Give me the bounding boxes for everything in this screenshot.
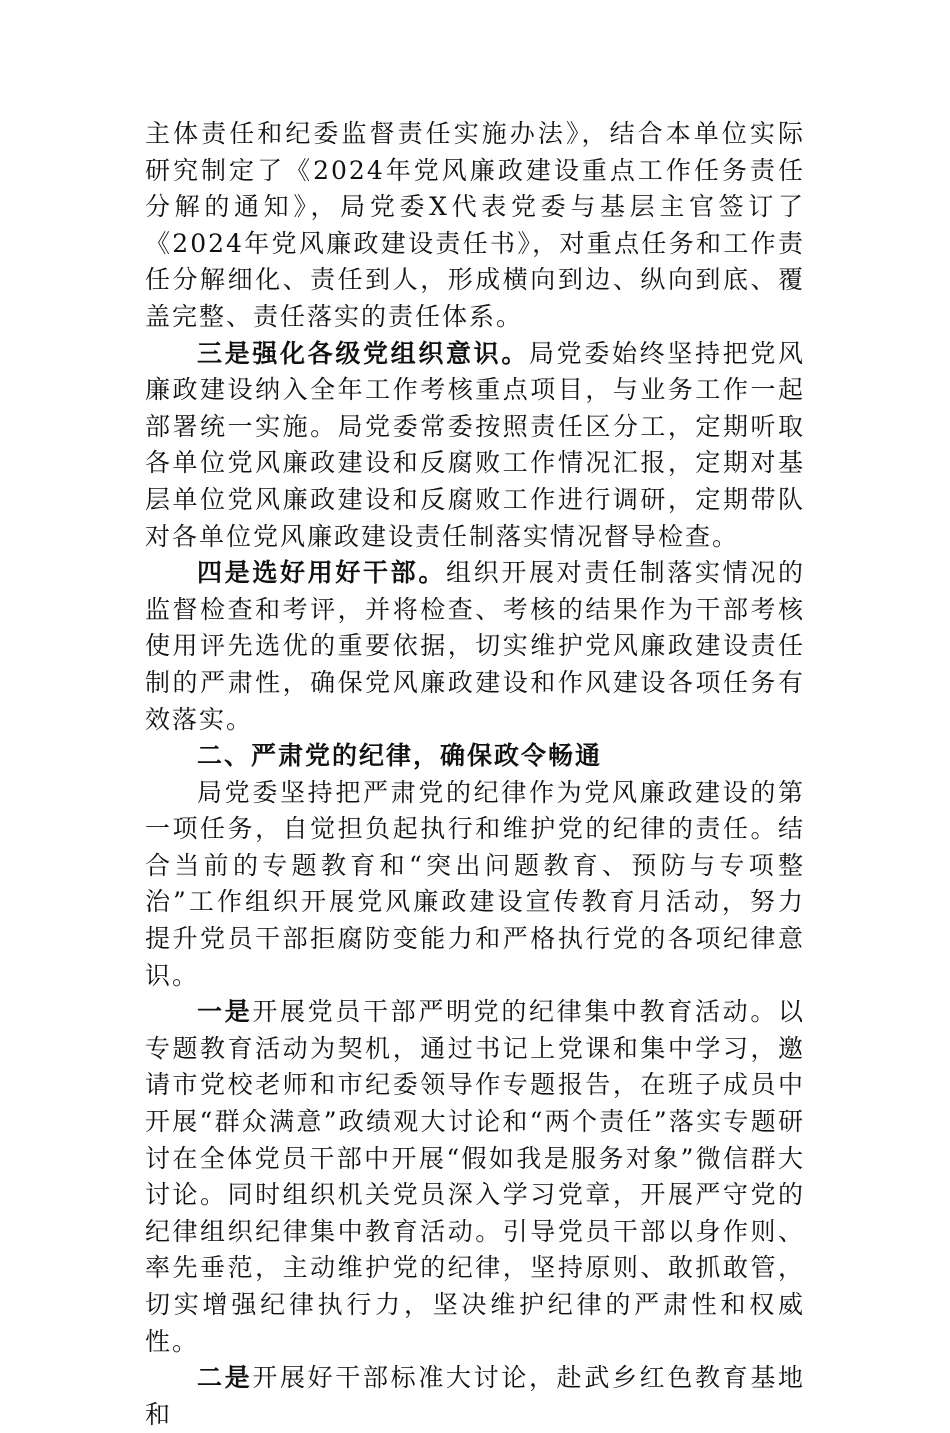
paragraph-select-cadres: [145, 555, 805, 738]
paragraph-first-item: [145, 994, 805, 1360]
paragraph-lead: 四是选好用好干部。: [197, 558, 446, 588]
paragraph-text: 局党委坚持把严肃党的纪律作为党风廉政建设的第一项任务，自觉担负起执行和维护党的纪律的责任。结合当前的专题教育和“突出问题教育、预防与专项整治”工作组织开展党风廉政建设宣传教育月活动，努力提升党员干部拒腐防变能力和严格执行党的各项纪律意识。: [145, 777, 805, 990]
paragraph-text: 主体责任和纪委监督责任实施办法》，结合本单位实际研究制定了《2024年党风廉政建设重点工作任务责任分解的通知》，局党委X代表党委与基层主官签订了《2024年党风廉政建设责任书》，对重点任务和工作责任分解细化、责任到人，形成横向到边、纵向到底、覆盖完整、责任落实的责任体系。: [145, 119, 805, 331]
paragraph-text: 局党委始终坚持把党风廉政建设纳入全年工作考核重点项目，与业务工作一起部署统一实施。局党委常委按照责任区分工，定期听取各单位党风廉政建设和反腐败工作情况汇报，定期对基层单位党风廉政建设和反腐败工作进行调研，定期带队对各单位党风廉政建设责任制落实情况督导检查。: [145, 338, 805, 551]
paragraph-text: 开展好干部标准大讨论，赴武乡红色教育基地和: [145, 1363, 805, 1429]
document-body: [145, 116, 805, 1433]
paragraph-text: 组织开展对责任制落实情况的监督检查和考评，并将检查、考核的结果作为干部考核使用评先选优的重要依据，切实维护党风廉政建设责任制的严肃性，确保党风廉政建设和作风建设各项任务有效落实。: [145, 558, 805, 734]
paragraph-lead: 三是强化各级党组织意识。: [197, 338, 529, 368]
paragraph-continuation: [145, 116, 805, 336]
paragraph-lead: 二是: [197, 1363, 253, 1393]
paragraph-discipline-intro: [145, 775, 805, 995]
paragraph-strengthen-awareness: [145, 336, 805, 556]
paragraph-text: 开展党员干部严明党的纪律集中教育活动。以专题教育活动为契机，通过书记上党课和集中学习，邀请市党校老师和市纪委领导作专题报告，在班子成员中开展“群众满意”政绩观大讨论和“两个责任”落实专题研讨在全体党员干部中开展“假如我是服务对象”微信群大讨论。同时组织机关党员深入学习党章，开展严守党的纪律组织纪律集中教育活动。引导党员干部以身作则、率先垂范，主动维护党的纪律，坚持原则、敢抓敢管，切实增强纪律执行力，坚决维护纪律的严肃性和权威性。: [145, 997, 805, 1356]
paragraph-second-item: [145, 1360, 805, 1433]
section-heading-text: 二、严肃党的纪律，确保政令畅通: [197, 741, 603, 771]
paragraph-lead: 一是: [197, 997, 253, 1027]
section-heading: [145, 738, 805, 775]
